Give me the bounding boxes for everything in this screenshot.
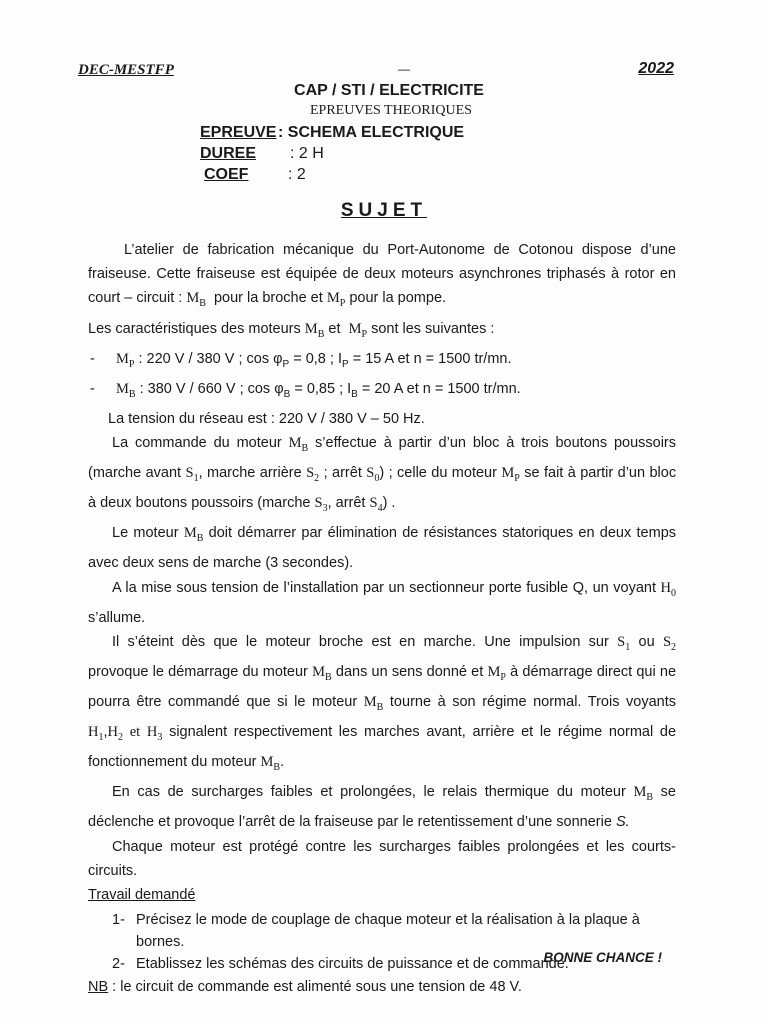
paragraph-intro: L’atelier de fabrication mécanique du Port-Autonome de Cotonou dispose d’une fraiseuse. Cette fraiseuse est équipée de deux moteurs asynchrones triphasés à rotor en court – circuit : $M_B$ pour la broche et $M_P$ pour la pompe.: [88, 242, 676, 310]
work-heading: Travail demandé: [88, 887, 196, 904]
coef-label: COEF: [204, 166, 249, 183]
paragraph-protection: Chaque moteur est protégé contre les surcharges faibles prolongées et les courts-circuits.: [88, 838, 676, 879]
list-item-motor-p: - $M_P$ : 220 V / 380 V ; $\cos \varphi_P = 0,8$ ; $I_P = 15$ A et n = 1500 tr/mn.: [90, 350, 512, 370]
coef-row: [200, 164, 464, 185]
exam-title: CAP / STI / ELECTRICITE: [294, 82, 484, 99]
organization-label: DEC-MESTFP: [78, 62, 174, 78]
paragraph-characteristics: Les caractéristiques des moteurs $M_B$ et $M_P$ sont les suivantes :: [88, 320, 495, 340]
epreuve-row: [200, 122, 464, 143]
work-list: [88, 909, 676, 975]
duree-label: DUREE: [200, 145, 257, 162]
closing-text: BONNE CHANCE !: [543, 950, 662, 965]
header-dash: —: [398, 62, 410, 76]
epreuve-label: EPREUVE: [200, 124, 277, 141]
coef-value: : 2: [288, 166, 306, 183]
nb-note: NB : le circuit de commande est alimenté sous une tension de 48 V.: [88, 979, 522, 996]
paragraph-operation: Il s’éteint dès que le moteur broche est en marche. Une impulsion sur $S_1$ ou $S_2$ provoque le démarrage du moteur $M_B$ dans un sens donné et $M_P$ à démarrage direct qui ne pourra être commandé que si le moteur $M_B$ tourne à son régime normal. Trois voyants $H_1,H_2$ et $H_3$ signalent respectivement les marches avant, arrière et le régime normal de fonctionnement du moteur $M_B$.: [88, 633, 677, 774]
exam-body: [88, 238, 676, 999]
duree-value: : 2 H: [290, 145, 324, 162]
work-item: 2- Etablissez les schémas des circuits de puissance et de commande.: [112, 956, 569, 973]
list-item-motor-b: - $M_B$ : 380 V / 660 V ; $\cos \varphi_B = 0,85$ ; $I_B = 20$ A et n = 1500 tr/mn.: [90, 380, 521, 400]
work-item: 1- Précisez le mode de couplage de chaque moteur et la réalisation à la plaque à bornes.: [112, 912, 640, 951]
sujet-heading: SUJET: [340, 200, 428, 221]
paragraph-overload: En cas de surcharges faibles et prolongées, le relais thermique du moteur $M_B$ se déclenche et provoque l’arrêt de la fraiseuse par le retentissement d’une sonnerie S.: [88, 784, 676, 831]
paragraph-command: La commande du moteur $M_B$ s’effectue à partir d’un bloc à trois boutons poussoirs (marche avant $S_1$, marche arrière $S_2$ ; arrêt $S_0$) ; celle du moteur $M_P$ se fait à partir d’un bloc à deux boutons poussoirs (marche $S_3$, arrêt $S_4$) .: [88, 434, 677, 515]
exam-subtitle: EPREUVES THEORIQUES: [310, 103, 472, 118]
epreuve-value: : SCHEMA ELECTRIQUE: [278, 124, 465, 141]
paragraph-power-on: A la mise sous tension de l’installation par un sectionneur porte fusible Q, un voyant $H_0$ s’allume.: [88, 579, 677, 626]
paragraph-network-voltage: La tension du réseau est : 220 V / 380 V – 50 Hz.: [108, 410, 425, 427]
exam-meta: [200, 122, 464, 185]
paragraph-startup: Le moteur $M_B$ doit démarrer par élimination de résistances statoriques en deux temps avec deux sens de marche (3 secondes).: [88, 525, 677, 572]
duree-row: [200, 143, 464, 164]
exam-year: 2022: [638, 60, 674, 77]
